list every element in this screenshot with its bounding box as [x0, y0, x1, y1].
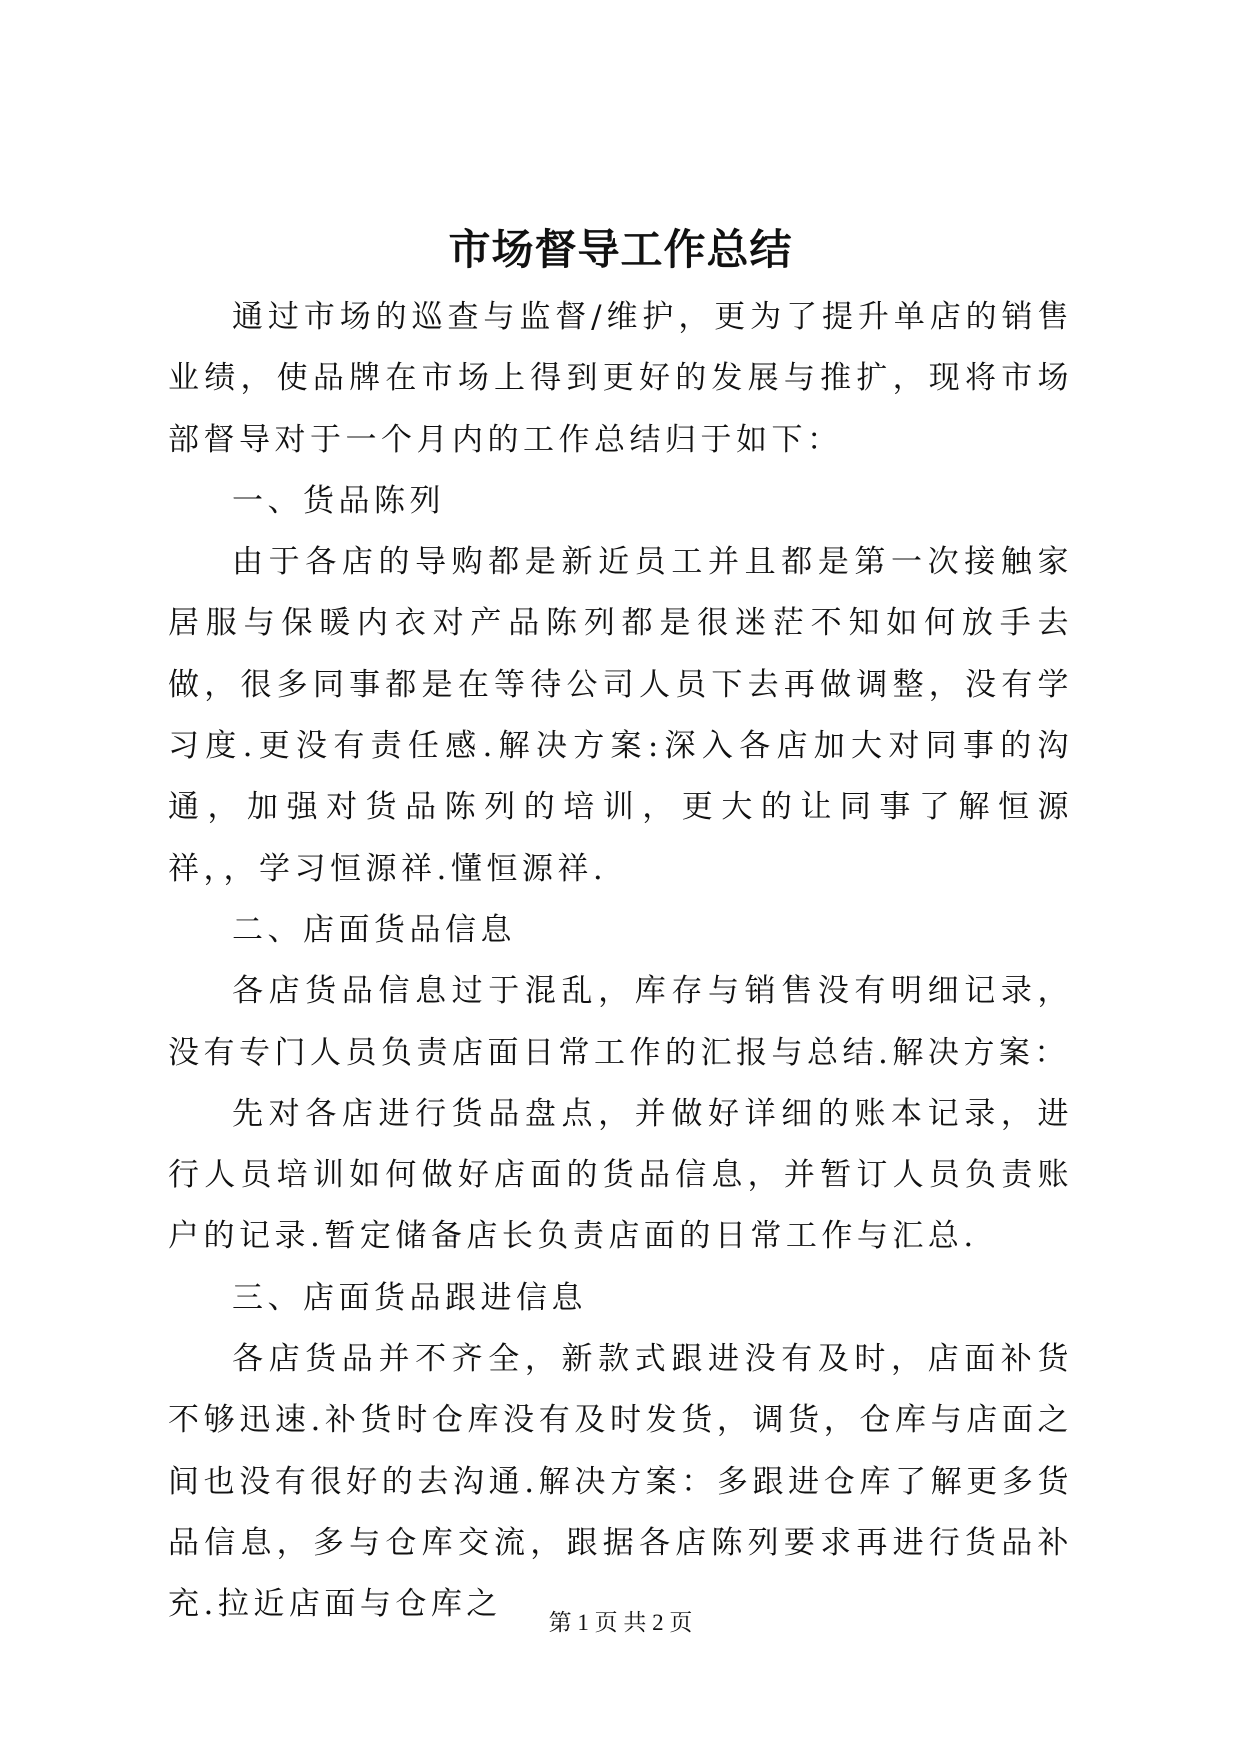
- paragraph-section-2-solution: 先对各店进行货品盘点，并做好详细的账本记录，进行人员培训如何做好店面的货品信息，并暂订人员负责账户的记录.暂定储备店长负责店面的日常工作与汇总.: [168, 1095, 1073, 1255]
- paragraph-section-3: 各店货品并不齐全，新款式跟进没有及时，店面补货不够迅速.补货时仓库没有及时发货，调货，仓库与店面之间也没有很好的去沟通.解决方案：多跟进仓库了解更多货品信息，多与仓库交流，跟据各店陈列要求再进行货品补充.拉近店面与仓库之: [168, 1341, 1073, 1623]
- page-number-footer: 第 1 页 共 2 页: [548, 1610, 693, 1635]
- document-body: [168, 287, 1073, 1636]
- section-heading-1: 一、货品陈列: [232, 482, 445, 519]
- section-heading-3: 三、店面货品跟进信息: [232, 1279, 587, 1316]
- paragraph-section-2: 各店货品信息过于混乱，库存与销售没有明细记录，没有专门人员负责店面日常工作的汇报与总结.解决方案：: [168, 973, 1073, 1071]
- document-title: 市场督导工作总结: [448, 225, 793, 274]
- section-heading-2: 二、店面货品信息: [232, 911, 516, 948]
- paragraph-intro: 通过市场的巡查与监督/维护，更为了提升单店的销售业绩，使品牌在市场上得到更好的发展与推扩，现将市场部督导对于一个月内的工作总结归于如下：: [168, 299, 1073, 458]
- paragraph-section-1: 由于各店的导购都是新近员工并且都是第一次接触家居服与保暖内衣对产品陈列都是很迷茫不知如何放手去做，很多同事都是在等待公司人员下去再做调整，没有学习度.更没有责任感.解决方案:深入各店加大对同事的沟通，加强对货品陈列的培训，更大的让同事了解恒源祥，，学习恒源祥.懂恒源祥.: [168, 544, 1073, 887]
